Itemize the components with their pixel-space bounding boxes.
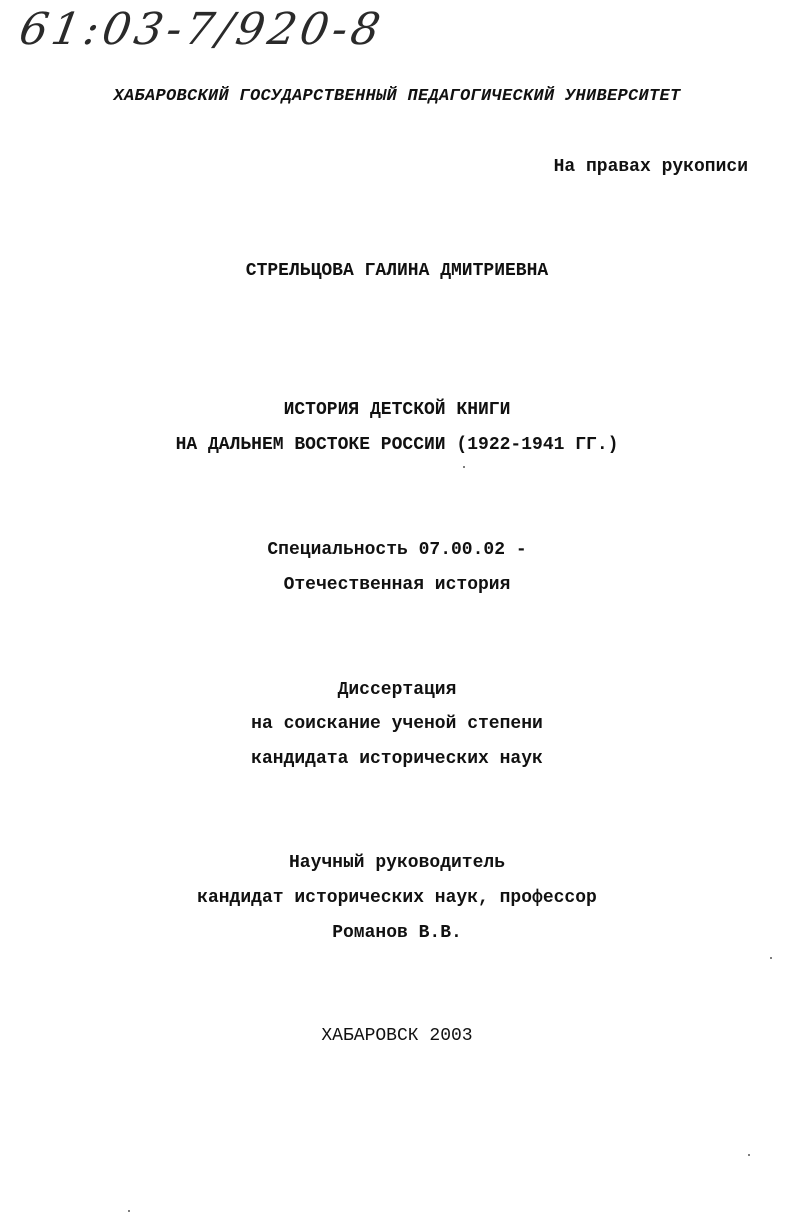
thesis-title-line-1: ИСТОРИЯ ДЕТСКОЙ КНИГИ [283,400,511,420]
handwritten-archive-code: 61:03-7/920-8 [15,4,388,55]
scan-speck [748,1154,750,1156]
university-name: ХАБАРОВСКИЙ ГОСУДАРСТВЕННЫЙ ПЕДАГОГИЧЕСКИЙ УНИВЕРСИТЕТ [113,87,681,106]
dissertation-label: Диссертация [337,680,457,700]
scan-speck [770,957,772,959]
supervisor-name: Романов В.В. [332,923,462,943]
manuscript-note: На правах рукописи [553,157,748,177]
city-year: ХАБАРОВСК 2003 [321,1026,473,1046]
degree-purpose: на соискание ученой степени [251,714,543,734]
specialty-name: Отечественная история [283,575,511,595]
degree-name: кандидата исторических наук [251,749,543,769]
specialty-code: Специальность 07.00.02 - [267,540,527,560]
thesis-title-line-2: НА ДАЛЬНЕМ ВОСТОКЕ РОССИИ (1922-1941 ГГ.) [175,435,619,455]
scan-speck [463,466,465,468]
scan-speck [128,1210,130,1212]
supervisor-label: Научный руководитель [288,853,506,873]
supervisor-credentials: кандидат исторических наук, профессор [197,888,597,908]
author-name: СТРЕЛЬЦОВА ГАЛИНА ДМИТРИЕВНА [245,261,549,281]
